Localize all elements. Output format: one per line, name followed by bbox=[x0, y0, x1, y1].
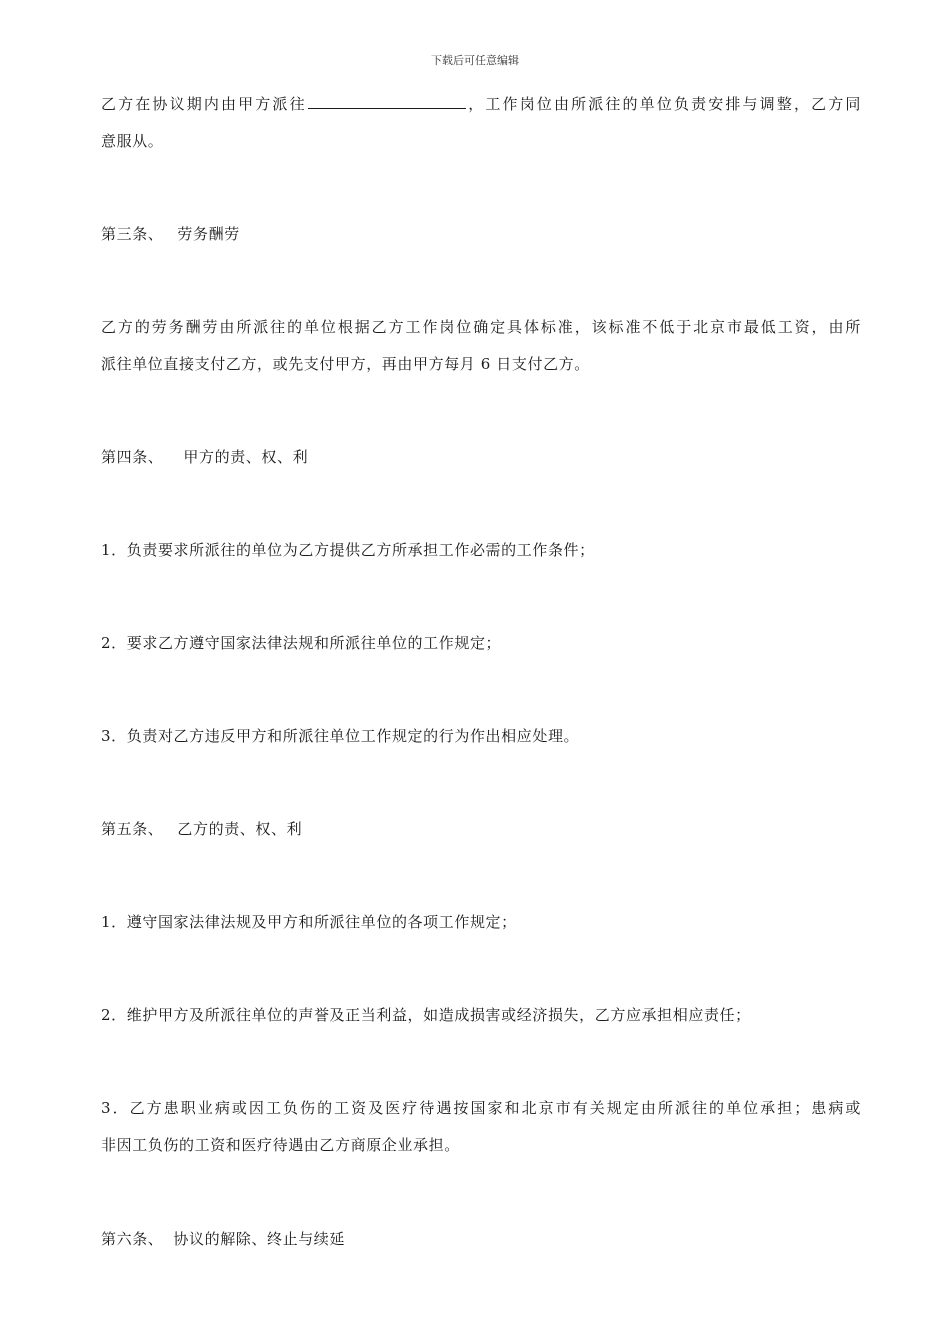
article-number: 第三条、 bbox=[101, 225, 164, 243]
list-item: 1．遵守国家法律法规及甲方和所派往单位的各项工作规定； bbox=[101, 913, 517, 931]
paragraph-assignment bbox=[101, 86, 861, 160]
list-item: 2．要求乙方遵守国家法律法规和所派往单位的工作规定； bbox=[101, 634, 502, 652]
text-segment: ，工作岗位由所派往的单位负责安排与调整，乙方同 bbox=[466, 95, 861, 113]
paragraph-line: 非因工负伤的工资和医疗待遇由乙方商原企业承担。 bbox=[101, 1136, 460, 1154]
page-header: 下载后可任意编辑 bbox=[431, 54, 519, 67]
article-title: 乙方的责、权、利 bbox=[177, 820, 303, 838]
article-title: 协议的解除、终止与续延 bbox=[173, 1230, 346, 1248]
list-item: 3．负责对乙方违反甲方和所派往单位工作规定的行为作出相应处理。 bbox=[101, 727, 580, 745]
list-item: 1．负责要求所派往的单位为乙方提供乙方所承担工作必需的工作条件； bbox=[101, 541, 595, 559]
article-number: 第五条、 bbox=[101, 820, 164, 838]
blank-underline bbox=[308, 96, 466, 109]
article-title: 劳务酬劳 bbox=[177, 225, 240, 243]
paragraph-remuneration bbox=[101, 309, 861, 383]
article-heading-3 bbox=[101, 216, 861, 253]
paragraph-line: 3．乙方患职业病或因工负伤的工资及医疗待遇按国家和北京市有关规定由所派往的单位承担；患病或 bbox=[101, 1099, 861, 1117]
list-item: 2．维护甲方及所派往单位的声誉及正当利益，如造成损害或经济损失，乙方应承担相应责任； bbox=[101, 1006, 751, 1024]
paragraph-line: 乙方的劳务酬劳由所派往的单位根据乙方工作岗位确定具体标准，该标准不低于北京市最低工资，由所 bbox=[101, 318, 861, 336]
list-item bbox=[101, 1090, 861, 1164]
paragraph-line: 意服从。 bbox=[101, 132, 164, 150]
paragraph-line: 派往单位直接支付乙方，或先支付甲方，再由甲方每月 6 日支付乙方。 bbox=[101, 355, 590, 373]
text-segment: 乙方在协议期内由甲方派往 bbox=[101, 95, 307, 113]
article-title: 甲方的责、权、利 bbox=[183, 448, 309, 466]
article-heading-4 bbox=[101, 439, 861, 476]
article-number: 第六条、 bbox=[101, 1230, 164, 1248]
article-heading-6 bbox=[101, 1221, 861, 1258]
article-heading-5 bbox=[101, 811, 861, 848]
article-number: 第四条、 bbox=[101, 448, 164, 466]
paragraph-line bbox=[101, 86, 861, 123]
